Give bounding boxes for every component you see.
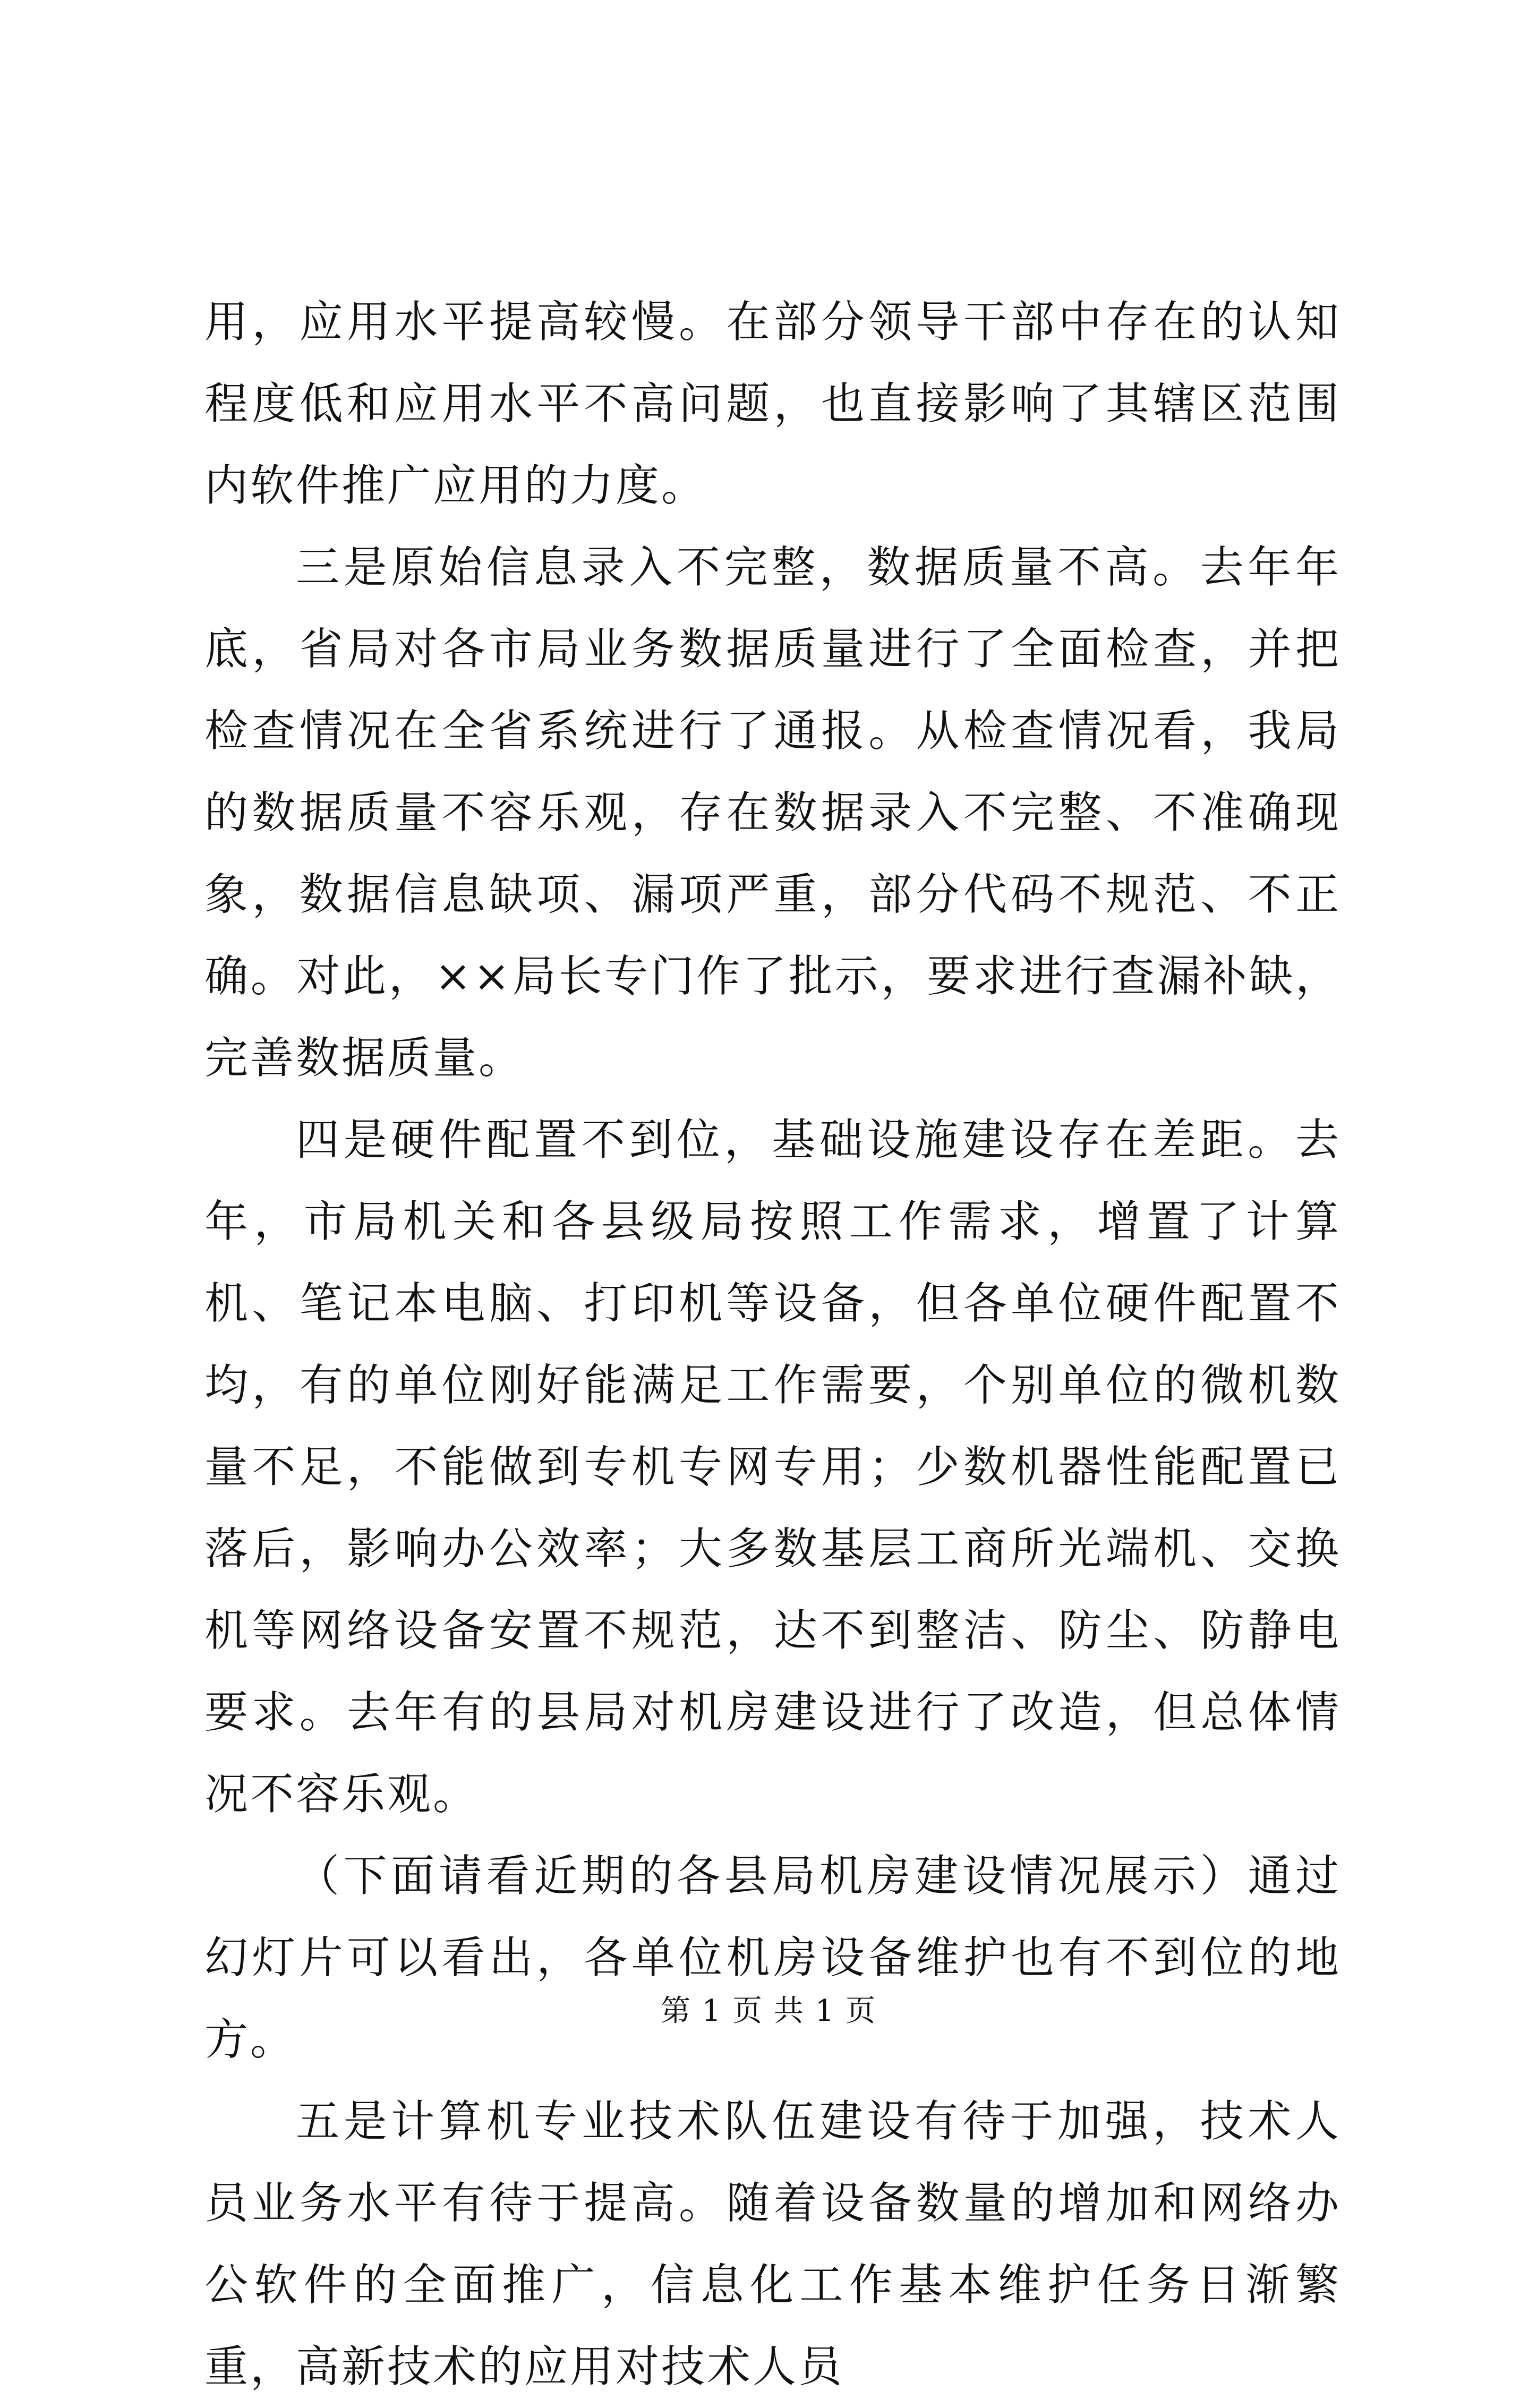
page-number-label: 第 1 页 共 1 页	[660, 1994, 877, 2028]
paragraph-item-four: 四是硬件配置不到位，基础设施建设存在差距。去年，市局机关和各县级局按照工作需求，增置了计算机、笔记本电脑、打印机等设备，但各单位硬件配置不均，有的单位刚好能满足工作需要，个别单位的微机数量不足，不能做到专机专网专用；少数机器性能配置已落后，影响办公效率；大多数基层工商所光端机、交换机等网络设备安置不规范，达不到整洁、防尘、防静电要求。去年有的县局对机房建设进行了改造，但总体情况不容乐观。	[204, 1115, 1341, 1820]
page-footer	[0, 1993, 1537, 2030]
paragraph-item-three: 三是原始信息录入不完整，数据质量不高。去年年底，省局对各市局业务数据质量进行了全面检查，并把检查情况在全省系统进行了通报。从检查情况看，我局的数据质量不容乐观，存在数据录入不完整、不准确现象，数据信息缺项、漏项严重，部分代码不规范、不正确。对此，××局长专门作了批示，要求进行查漏补缺，完善数据质量。	[204, 542, 1341, 1083]
paragraph-continuation: 用，应用水平提高较慢。在部分领导干部中存在的认知程度低和应用水平不高问题，也直接影响了其辖区范围内软件推广应用的力度。	[204, 297, 1341, 511]
paragraph-slide-note: （下面请看近期的各县局机房建设情况展示）通过幻灯片可以看出，各单位机房设备维护也有不到位的地方。	[204, 1851, 1341, 2065]
paragraph-item-five: 五是计算机专业技术队伍建设有待于加强，技术人员业务水平有待于提高。随着设备数量的增加和网络办公软件的全面推广，信息化工作基本维护任务日渐繁重，高新技术的应用对技术人员	[204, 2096, 1341, 2392]
body-text	[204, 281, 1341, 2408]
